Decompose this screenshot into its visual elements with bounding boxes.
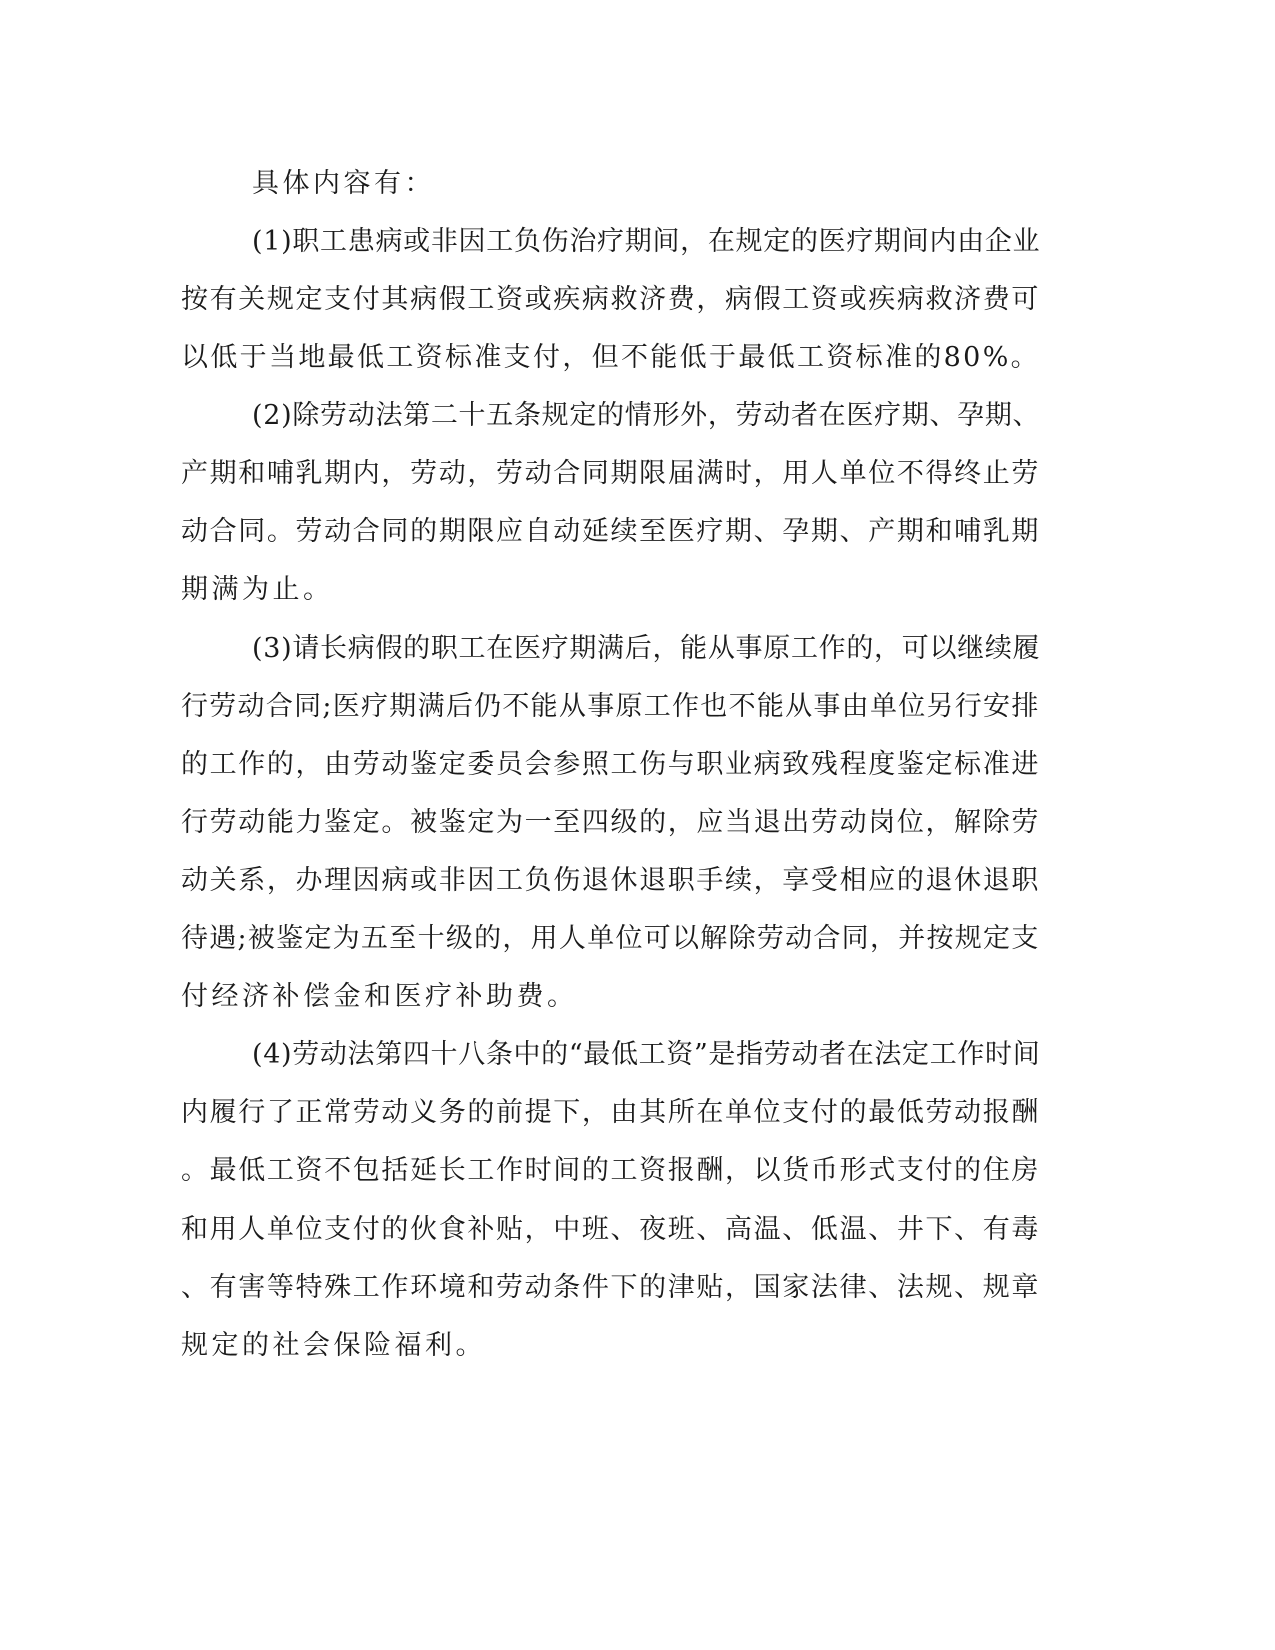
text-line: 期满为止。	[181, 574, 334, 605]
text-line: (1)职工患病或非因工负伤治疗期间，在规定的医疗期间内由企业	[252, 226, 1041, 257]
text-line: 付经济补偿金和医疗补助费。	[181, 981, 578, 1012]
text-line: 行劳动合同;医疗期满后仍不能从事原工作也不能从事由单位另行安排	[181, 691, 1040, 722]
text-line: 以低于当地最低工资标准支付，但不能低于最低工资标准的80%。	[181, 342, 1041, 373]
text-line: 、有害等特殊工作环境和劳动条件下的津贴，国家法律、法规、规章	[181, 1272, 1040, 1303]
text-line: 待遇;被鉴定为五至十级的，用人单位可以解除劳动合同，并按规定支	[181, 923, 1040, 954]
text-line: 和用人单位支付的伙食补贴，中班、夜班、高温、低温、井下、有毒	[181, 1214, 1040, 1245]
text-line: (3)请长病假的职工在医疗期满后，能从事原工作的，可以继续履	[252, 633, 1041, 664]
text-line: 产期和哺乳期内，劳动，劳动合同期限届满时，用人单位不得终止劳	[181, 458, 1040, 489]
text-line: 按有关规定支付其病假工资或疾病救济费，病假工资或疾病救济费可	[181, 284, 1040, 315]
text-line: (2)除劳动法第二十五条规定的情形外，劳动者在医疗期、孕期、	[252, 400, 1041, 431]
text-line: 。最低工资不包括延长工作时间的工资报酬，以货币形式支付的住房	[181, 1155, 1040, 1186]
text-line: 动合同。劳动合同的期限应自动延续至医疗期、孕期、产期和哺乳期	[181, 516, 1040, 547]
text-line: (4)劳动法第四十八条中的“最低工资”是指劳动者在法定工作时间	[252, 1039, 1041, 1070]
text-line: 行劳动能力鉴定。被鉴定为一至四级的，应当退出劳动岗位，解除劳	[181, 807, 1040, 838]
text-line: 具体内容有：	[252, 168, 435, 199]
text-line: 动关系，办理因病或非因工负伤退休退职手续，享受相应的退休退职	[181, 865, 1040, 896]
text-line: 规定的社会保险福利。	[181, 1330, 486, 1361]
text-line: 内履行了正常劳动义务的前提下，由其所在单位支付的最低劳动报酬	[181, 1097, 1040, 1128]
text-line: 的工作的，由劳动鉴定委员会参照工伤与职业病致残程度鉴定标准进	[181, 749, 1040, 780]
